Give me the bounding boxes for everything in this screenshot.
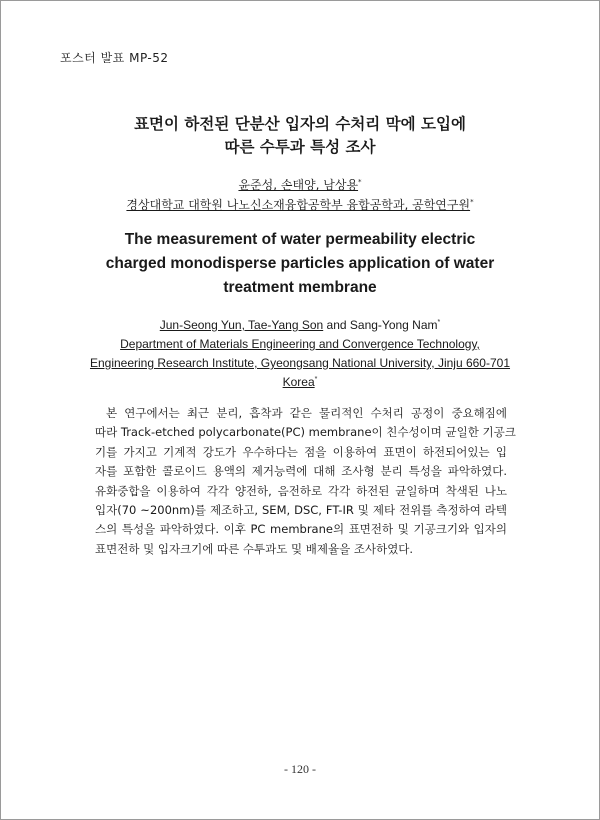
korean-authors — [0, 175, 600, 195]
abstract-line: 기를 가지고 기계적 강도가 우수하다는 점을 이용하여 표면이 하전되어있는 입 — [95, 444, 507, 459]
english-authors-underlined: Jun-Seong Yun, Tae-Yang Son — [159, 318, 324, 332]
abstract-line: 자를 포함한 콜로이드 용액의 제거능력에 대해 조사형 분리 특성을 파악하였다. — [95, 464, 507, 479]
korean-affiliation-text: 경상대학교 대학원 나노신소재융합공학부 융합공학과, 공학연구원 — [126, 198, 471, 212]
abstract-body — [95, 404, 516, 559]
korean-affiliation-mark: * — [470, 198, 474, 206]
english-authors — [0, 316, 600, 335]
english-authors-rest: and Sang-Yong Nam — [323, 318, 438, 332]
abstract-line: 본 연구에서는 최근 분리, 흡착과 같은 물리적인 수처리 공정이 중요해짐에 — [106, 406, 507, 420]
abstract-line: 표면전하 및 입자크기에 따른 수투과도 및 배제율을 조사하였다. — [95, 541, 414, 556]
korean-title-line-2: 따른 수투과 특성 조사 — [224, 138, 376, 156]
english-title-line-1: The measurement of water permeability electric — [124, 231, 476, 248]
abstract-line: 입자(70 ~200nm)를 제조하고, SEM, DSC, FT-IR 및 제타 전위를 측정하여 라텍 — [95, 503, 507, 518]
english-title-line-3: treatment membrane — [223, 279, 377, 296]
korean-author-block — [0, 175, 600, 215]
english-affiliation-line-2: Engineering Research Institute, Gyeongsang National University, Jinju 660-701 — [89, 356, 511, 370]
korean-authors-mark: * — [358, 178, 362, 186]
abstract-line: 따라 Track-etched polycarbonate(PC) membrane이 친수성이며 균일한 기공크 — [95, 425, 516, 440]
korean-title — [0, 113, 600, 159]
english-affiliation-line-1: Department of Materials Engineering and Convergence Technology, — [120, 337, 480, 351]
abstract-line: 유화중합을 이용하여 각각 양전하, 음전하로 각각 하전된 균일하며 착색된 나노 — [95, 483, 507, 498]
session-label: 포스터 발표 MP-52 — [60, 51, 169, 65]
english-title-line-2: charged monodisperse particles application of water — [105, 255, 495, 272]
english-affiliation-mark: * — [314, 376, 318, 383]
english-affiliation-line-3: Korea* — [282, 375, 318, 389]
english-title — [0, 228, 600, 300]
korean-authors-text: 윤준성, 손태양, 남상용 — [238, 178, 359, 192]
korean-affiliation — [0, 195, 600, 215]
english-authors-mark: * — [437, 319, 441, 326]
korean-title-line-1: 표면이 하전된 단분산 입자의 수처리 막에 도입에 — [134, 115, 466, 133]
english-affiliation — [0, 335, 600, 392]
page-number: - 120 - — [284, 762, 316, 776]
abstract-line: 스의 특성을 파악하였다. 이후 PC membrane의 표면전하 및 기공크기와 입자의 — [95, 522, 507, 537]
